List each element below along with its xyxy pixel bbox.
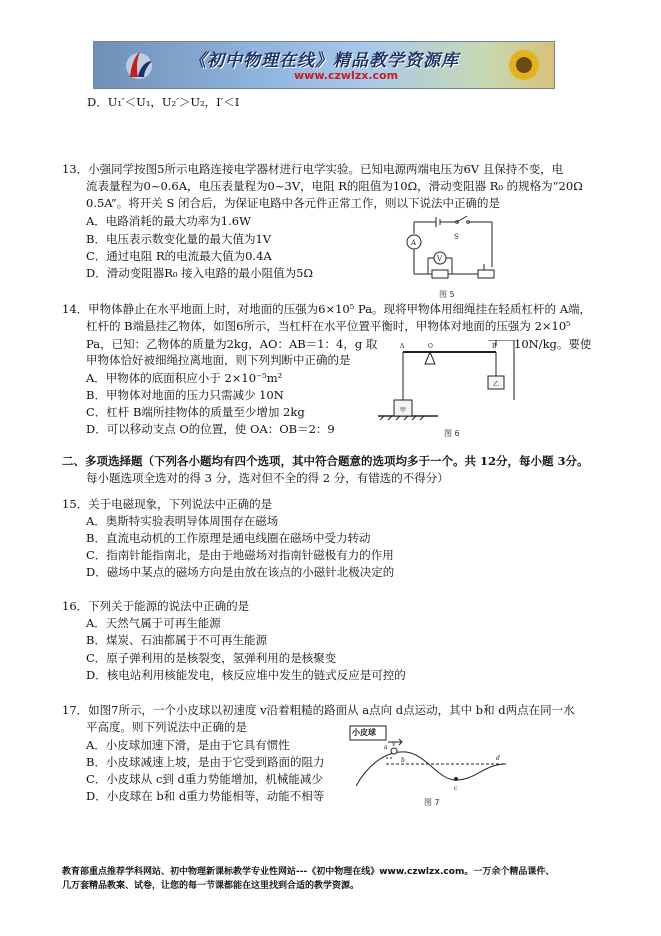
svg-text:c: c (454, 785, 458, 792)
q13-option-c: C．通过电阻 R的电流最大值为0.4A (86, 249, 272, 263)
q17-option-d: D．小皮球在 b和 d重力势能相等，动能不相等 (86, 789, 325, 803)
q16-option-c: C．原子弹利用的是核裂变，氢弹利用的是核聚变 (86, 651, 337, 665)
q17-stem-line1: 17．如图7所示，一个小皮球以初速度 v沿着粗糙的路面从 a点向 d点运动，其中 b和 d两点在同一水 (62, 703, 575, 717)
header-url: www.czwlzx.com (294, 69, 399, 82)
svg-text:b: b (401, 757, 405, 764)
svg-text:甲: 甲 (400, 407, 407, 414)
fig6-caption: 图 6 (444, 429, 460, 438)
q15-option-b: B．直流电动机的工作原理是通电线圈在磁场中受力转动 (86, 531, 371, 545)
svg-text:B: B (492, 343, 497, 350)
footer-line2: 几万套精品教案、试卷，让您的每一节课都能在这里找到合适的教学资源。 (62, 881, 360, 891)
q13-stem-line2: 流表量程为0~0.6A，电压表量程为0~3V，电阻 R的阻值为10Ω，滑动变阻器 R₀ 的规格为“20Ω (86, 179, 583, 193)
fig5-caption: 图 5 (439, 290, 455, 299)
q15-option-c: C．指南针能指南北，是由于地磁场对指南针磁极有力的作用 (86, 548, 394, 562)
lever-diagram-fig6 (368, 340, 516, 426)
fig7-ball-label: 小皮球 (352, 727, 376, 737)
circuit-diagram-fig5 (404, 212, 502, 288)
q14-stem-line3: Pa，已知：乙物体的质量为2kg，AO：AB＝1：4，g 取 (86, 337, 378, 351)
q14-stem-line4: 甲物体恰好被细绳拉离地面，则下列判断中正确的是 (86, 353, 351, 367)
svg-text:A: A (400, 343, 405, 350)
fig7-caption: 图 7 (424, 798, 440, 807)
q14-option-c: C．杠杆 B端所挂物体的质量至少增加 2kg (86, 405, 305, 419)
q16-option-b: B．煤炭、石油都属于不可再生能源 (86, 633, 267, 647)
q16-stem: 16．下列关于能源的说法中正确的是 (62, 599, 250, 613)
q17-stem-line2: 平高度。则下列说法中正确的是 (86, 720, 247, 734)
q16-option-d: D．核电站利用核能发电，核反应堆中发生的链式反应是可控的 (86, 668, 406, 682)
q12-option-d: D．U₁′＜U₁，U₂′＞U₂，I′＜I (87, 95, 240, 109)
section2-heading-line1 (62, 453, 589, 469)
svg-text:a: a (384, 744, 388, 751)
q15-option-d: D．磁场中某点的磁场方向是由放在该点的小磁针北极决定的 (86, 565, 395, 579)
q13-stem-line1: 13．小强同学按图5所示电路连接电学器材进行电学实验。已知电源两端电压为6V 且保持不变，电 (62, 162, 564, 176)
svg-text:A: A (411, 239, 417, 247)
svg-text:V: V (437, 255, 443, 263)
sunflower-icon (502, 46, 546, 84)
q17-option-a: A．小皮球加速下滑，是由于它具有惯性 (86, 738, 290, 752)
q17-option-b: B．小皮球减速上坡，是由于它受到路面的阻力 (86, 755, 325, 769)
q13-option-d: D．滑动变阻器R₀ 接入电路的最小阻值为5Ω (86, 266, 313, 280)
q16-option-a: A．天然气属于可再生能源 (86, 616, 221, 630)
q13-stem-line3: 0.5A”。将开关 S 闭合后，为保证电路中各元件正常工作，则以下说法中正确的是 (86, 196, 500, 210)
header-banner (93, 41, 555, 89)
svg-text:v: v (392, 741, 396, 748)
q14-option-b: B．甲物体对地面的压力只需减少 10N (86, 388, 284, 402)
q13-option-b: B．电压表示数变化量的最大值为1V (86, 232, 272, 246)
svg-text:O: O (428, 343, 433, 350)
header-title: 《初中物理在线》精品教学资源库 (189, 51, 459, 71)
section2-heading-line2: 每小题选项全选对的得 3 分，选对但不全的得 2 分，有错选的不得分） (86, 471, 449, 485)
q13-option-a: A．电路消耗的最大功率为1.6W (86, 214, 251, 228)
q14-stem-line1: 14．甲物体静止在水平地面上时，对地面的压强为6×10⁵ Pa。现将甲物体用细绳挂在轻质杠杆的 A端， (62, 302, 592, 316)
svg-text:d: d (496, 755, 500, 762)
svg-text:乙: 乙 (493, 381, 500, 388)
q14-stem-line3b: 10N/kg。要使 (514, 337, 592, 351)
logo-icon (124, 49, 154, 81)
svg-text:S: S (454, 233, 459, 241)
q14-option-d: D．可以移动支点 O的位置，使 OA：OB＝2：9 (86, 422, 335, 436)
q14-option-a: A．甲物体的底面积应小于 2×10⁻⁵m² (86, 371, 283, 385)
q15-option-a: A．奥斯特实验表明导体周围存在磁场 (86, 514, 279, 528)
section2-heading: 二、多项选择题（下列各小题均有四个选项，其中符合题意的选项均多于一个。共 12分，每小题 3分。 (62, 454, 589, 468)
q17-option-c: C．小皮球从 c到 d重力势能增加，机械能减少 (86, 772, 323, 786)
q15-stem: 15．关于电磁现象，下列说法中正确的是 (62, 497, 273, 511)
footer-line1: 教育部重点推荐学科网站、初中物理新课标教学专业性网站---《初中物理在线》www.czwlzx.com。一万余个精品课件、 (62, 867, 555, 877)
q14-stem-line2: 杠杆的 B端悬挂乙物体，如图6所示，当杠杆在水平位置平衡时，甲物体对地面的压强为 2×10⁵ (86, 319, 571, 333)
